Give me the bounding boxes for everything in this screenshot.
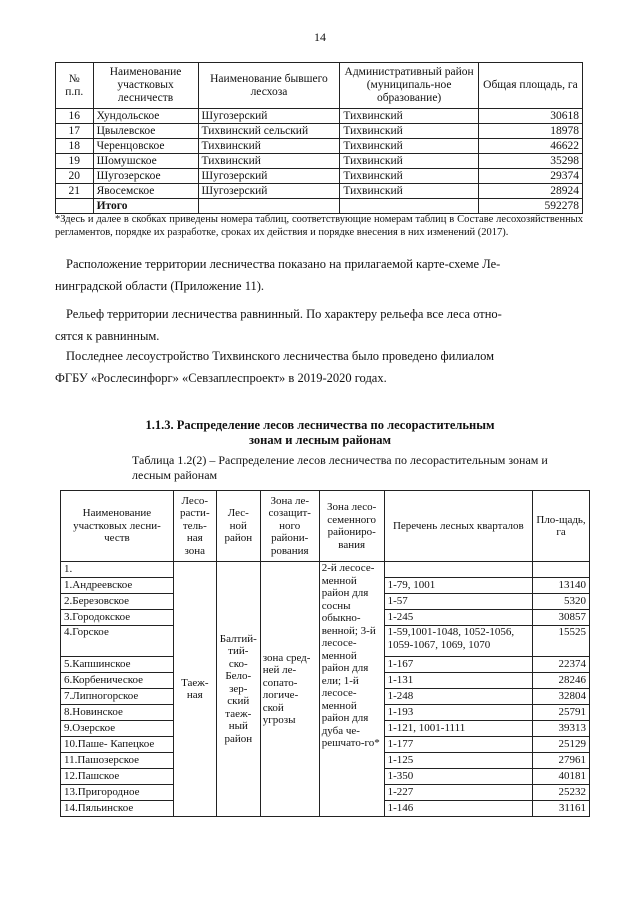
quarters-list: 1-177 xyxy=(384,737,532,753)
table-cell xyxy=(56,199,94,214)
table-cell: Тихвинский xyxy=(340,109,478,124)
area-value xyxy=(533,562,590,578)
forestry-name: 6.Корбеническое xyxy=(61,673,174,689)
forestry-name: 10.Паше- Капецкое xyxy=(61,737,174,753)
zone-cell: Таеж-ная xyxy=(173,562,216,817)
table-cell xyxy=(198,199,340,214)
section-heading xyxy=(0,418,640,448)
table-cell: Тихвинский xyxy=(340,124,478,139)
area-value: 27961 xyxy=(533,753,590,769)
districts-table xyxy=(55,62,583,214)
table-cell: Шугозерский xyxy=(198,109,340,124)
section-heading-line: 1.1.3. Распределение лесов лесничества по лесорастительным xyxy=(145,418,495,432)
table-cell: Шомушское xyxy=(93,154,198,169)
column-header: Зона ле-созащит-ного райони-рования xyxy=(260,491,319,562)
table-cell: Явосемское xyxy=(93,184,198,199)
table-row xyxy=(61,562,590,578)
table-cell: 18978 xyxy=(478,124,582,139)
table-cell: 20 xyxy=(56,169,94,184)
table-cell: Шугозерское xyxy=(93,169,198,184)
column-header: Зона лесо-семенного райониро-вания xyxy=(319,491,384,562)
quarters-list: 1-79, 1001 xyxy=(384,578,532,594)
area-value: 25129 xyxy=(533,737,590,753)
table-cell: Тихвинский xyxy=(340,184,478,199)
column-header: Лесо-расти-тель-ная зона xyxy=(173,491,216,562)
column-header: Наименование бывшего лесхоза xyxy=(198,63,340,109)
paragraph-location-cont: нинградской области (Приложение 11). xyxy=(55,279,265,293)
forestry-name: 11.Пашозерское xyxy=(61,753,174,769)
quarters-list: 1-131 xyxy=(384,673,532,689)
quarters-list: 1-350 xyxy=(384,769,532,785)
table-cell: Хундольское xyxy=(93,109,198,124)
table-row xyxy=(56,169,583,184)
forestry-name: 8.Новинское xyxy=(61,705,174,721)
table-row xyxy=(56,154,583,169)
column-header: Административный район (муниципаль-ное образование) xyxy=(340,63,478,109)
table-cell: 18 xyxy=(56,139,94,154)
table-cell xyxy=(340,199,478,214)
paragraph-inventory-cont: ФГБУ «Рослесинфорг» «Севзаплеспроект» в 2019-2020 годах. xyxy=(55,371,387,385)
column-header: Наименование участковых лесничеств xyxy=(93,63,198,109)
table-cell: Тихвинский xyxy=(198,139,340,154)
footnote: *Здесь и далее в скобках приведены номера таблиц, соответствующие номерам таблиц в Составе лесохозяйственных регламентов, порядке их разработке, сроках их действия и порядке внесения в них изменений (2017). xyxy=(55,214,583,238)
paragraph-relief-cont: сятся к равнинным. xyxy=(55,329,160,343)
quarters-list: 1-227 xyxy=(384,785,532,801)
area-value: 15525 xyxy=(533,626,590,657)
section-heading-line: зонам и лесным районам xyxy=(248,433,392,447)
table-cell: Тихвинский xyxy=(340,169,478,184)
page-number: 14 xyxy=(314,30,326,44)
paragraph-location: Расположение территории лесничества показано на прилагаемой карте-схеме Ле- xyxy=(66,257,501,271)
table-row xyxy=(56,109,583,124)
table-cell: 19 xyxy=(56,154,94,169)
area-value: 22374 xyxy=(533,657,590,673)
table-cell: 29374 xyxy=(478,169,582,184)
area-value: 30857 xyxy=(533,610,590,626)
table-row xyxy=(56,139,583,154)
table-caption-line: Таблица 1.2(2) – Распределение лесов лесничества по лесорастительным зонам и xyxy=(132,453,548,467)
quarters-list: 1-146 xyxy=(384,801,532,817)
paragraph-relief: Рельеф территории лесничества равнинный. По характеру рельефа все леса отно- xyxy=(66,307,502,321)
area-value: 25232 xyxy=(533,785,590,801)
area-value: 40181 xyxy=(533,769,590,785)
quarters-list: 1-59,1001-1048, 1052-1056, 1059-1067, 1069, 1070 xyxy=(384,626,532,657)
forestry-name: 9.Озерское xyxy=(61,721,174,737)
table-cell: 21 xyxy=(56,184,94,199)
table-cell: 17 xyxy=(56,124,94,139)
quarters-list: 1-193 xyxy=(384,705,532,721)
table-cell: Тихвинский сельский xyxy=(198,124,340,139)
table-row xyxy=(56,184,583,199)
area-value: 32804 xyxy=(533,689,590,705)
column-header: Лес-ной район xyxy=(216,491,260,562)
total-label: Итого xyxy=(93,199,198,214)
area-value: 25791 xyxy=(533,705,590,721)
table-caption xyxy=(132,453,548,483)
table-cell: Цвылевское xyxy=(93,124,198,139)
forestry-name: 5.Капшинское xyxy=(61,657,174,673)
quarters-list: 1-125 xyxy=(384,753,532,769)
area-value: 28246 xyxy=(533,673,590,689)
region-cell: Балтий-тий-ско-Бело-зер-ский таеж-ный район xyxy=(216,562,260,817)
table-row xyxy=(56,124,583,139)
table-cell: Тихвинский xyxy=(198,154,340,169)
area-value: 31161 xyxy=(533,801,590,817)
total-value: 592278 xyxy=(478,199,582,214)
area-value: 13140 xyxy=(533,578,590,594)
forestry-name: 7.Липногорское xyxy=(61,689,174,705)
quarters-list: 1-57 xyxy=(384,594,532,610)
forestry-name: 4.Горское xyxy=(61,626,174,657)
table-cell: Шугозерский xyxy=(198,184,340,199)
column-header: Наименование участковых лесни-честв xyxy=(61,491,174,562)
paragraph-inventory: Последнее лесоустройство Тихвинского лесничества было проведено филиалом xyxy=(66,349,495,363)
forestry-name: 14.Пяльинское xyxy=(61,801,174,817)
forestry-name: 1. xyxy=(61,562,174,578)
forestry-name: 2.Березовское xyxy=(61,594,174,610)
area-value: 5320 xyxy=(533,594,590,610)
column-header: Перечень лесных кварталов xyxy=(384,491,532,562)
quarters-list: 1-248 xyxy=(384,689,532,705)
protection-zone-cell: зона сред-ней ле-сопато-логиче-ской угрозы xyxy=(260,562,319,817)
quarters-list xyxy=(384,562,532,578)
table-cell: Тихвинский xyxy=(340,154,478,169)
forest-zones-table xyxy=(60,490,590,817)
quarters-list: 1-121, 1001-1111 xyxy=(384,721,532,737)
table-cell: Черенцовское xyxy=(93,139,198,154)
table-caption-line: лесным районам xyxy=(132,468,218,482)
column-header: № п.п. xyxy=(56,63,94,109)
quarters-list: 1-245 xyxy=(384,610,532,626)
forestry-name: 13.Пригородное xyxy=(61,785,174,801)
forestry-name: 3.Городокское xyxy=(61,610,174,626)
table-cell: 16 xyxy=(56,109,94,124)
table-cell: 35298 xyxy=(478,154,582,169)
area-value: 39313 xyxy=(533,721,590,737)
total-row xyxy=(56,199,583,214)
table-cell: 28924 xyxy=(478,184,582,199)
forestry-name: 1.Андреевское xyxy=(61,578,174,594)
table-cell: 30618 xyxy=(478,109,582,124)
forestry-name: 12.Пашское xyxy=(61,769,174,785)
table-cell: 46622 xyxy=(478,139,582,154)
column-header: Пло-щадь, га xyxy=(533,491,590,562)
column-header: Общая площадь, га xyxy=(478,63,582,109)
seed-zone-cell: 2-й лесосе-менной район для сосны обыкно-венной; 3-й лесосе-менной район для ели; 1-й лесосе-менной район для дуба че-решчато-го* xyxy=(319,562,384,817)
table-cell: Шугозерский xyxy=(198,169,340,184)
table-cell: Тихвинский xyxy=(340,139,478,154)
quarters-list: 1-167 xyxy=(384,657,532,673)
